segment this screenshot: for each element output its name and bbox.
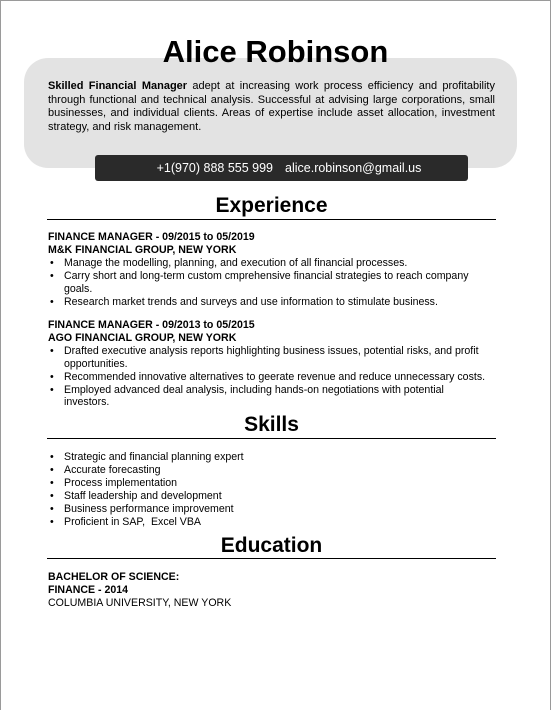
degree: BACHELOR OF SCIENCE: [48, 571, 180, 583]
education-divider [47, 558, 496, 559]
resume-name: Alice Robinson [162, 34, 389, 69]
list-item: • Drafted executive analysis reports highlighting business issues, potential risks, and profit opportunities. [64, 345, 500, 371]
list-item: • Staff leadership and development [64, 490, 500, 503]
list-item: • Recommended innovative alternatives to geerate revenue and reduce unnecessary costs. [64, 371, 500, 384]
list-item: • Business performance improvement [64, 503, 500, 516]
list-item: • Employed advanced deal analysis, including hands-on negotiations with potential investors. [64, 384, 500, 410]
education-entry [48, 571, 500, 610]
job-title: FINANCE MANAGER - 09/2015 to 05/2019 [48, 231, 255, 243]
skills-bullets [48, 451, 500, 528]
school: COLUMBIA UNIVERSITY, NEW YORK [48, 596, 232, 609]
skills-list [48, 451, 500, 528]
job-entry [48, 319, 500, 409]
job-entry [48, 231, 500, 308]
contact-bar [95, 155, 468, 181]
job-bullets [48, 257, 500, 309]
list-item: • Proficient in SAP, Excel VBA [64, 516, 500, 529]
job-bullets [48, 345, 500, 410]
job-company: M&K FINANCIAL GROUP, NEW YORK [48, 243, 237, 256]
summary-text [48, 80, 495, 134]
skills-heading: Skills [244, 413, 299, 436]
field-of-study: FINANCE - 2014 [48, 583, 129, 596]
job-company: AGO FINANCIAL GROUP, NEW YORK [48, 331, 237, 344]
experience-heading: Experience [215, 194, 328, 217]
list-item: • Strategic and financial planning expert [64, 451, 500, 464]
list-item: • Accurate forecasting [64, 464, 500, 477]
list-item: • Process implementation [64, 477, 500, 490]
education-heading: Education [220, 534, 323, 557]
list-item: • Research market trends and surveys and use information to stimulate business. [64, 296, 500, 309]
job-title: FINANCE MANAGER - 09/2013 to 05/2015 [48, 319, 255, 331]
list-item: • Carry short and long-term custom cmprehensive financial strategies to reach company goals. [64, 270, 500, 296]
contact-email[interactable]: alice.robinson@gmail.us [285, 161, 422, 175]
summary-lead: Skilled Financial Manager [48, 80, 188, 92]
skills-divider [47, 438, 496, 439]
list-item: • Manage the modelling, planning, and execution of all financial processes. [64, 257, 500, 270]
experience-divider [47, 219, 496, 220]
summary-body: adept at increasing work process efficiency and profitability through functional and technical analysis. Successful at advising large corporations, small businesses, and individual clients. Areas of expertise include asset allocation, investment strategy, and risk management. [48, 80, 495, 133]
contact-phone: +1(970) 888 555 999 [156, 161, 274, 175]
